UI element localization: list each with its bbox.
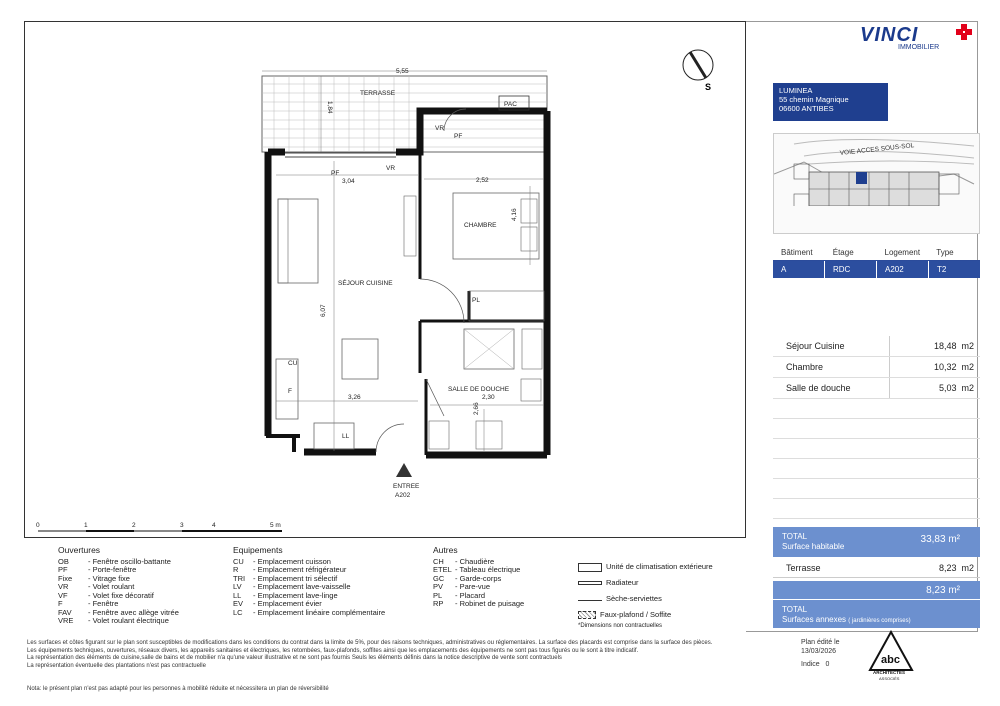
label-pf2: PF [331, 170, 340, 177]
legend-faux: Faux-plafond / Soffite [578, 608, 713, 622]
lot-header-cell: Type [936, 248, 954, 257]
logo-sub: IMMOBILIER [898, 44, 940, 51]
abc-architectes-logo [868, 630, 914, 676]
dim-252: 2,52 [476, 177, 489, 184]
surface-label: Séjour Cuisine [786, 341, 845, 351]
legend-item: R - Emplacement réfrigérateur [233, 565, 347, 574]
lot-header-cell: Étage [832, 248, 854, 257]
scale-4: 4 [212, 522, 216, 529]
floor-plan [24, 21, 746, 538]
entry-label: ENTREE [393, 483, 420, 490]
site-map [773, 133, 980, 234]
clim-icon [578, 563, 602, 572]
dim-555: 5,55 [396, 68, 409, 75]
legend-note: *Dimensions non contractuelles [578, 623, 663, 629]
scale-0: 0 [36, 522, 40, 529]
edition-date: 13/03/2026 [801, 648, 837, 655]
site-map-label: VOIE ACCES SOUS-SOL [839, 142, 915, 157]
logo-brand: VINCI [860, 24, 919, 46]
total-label: TOTAL [782, 532, 808, 541]
legend-radiateur: Radiateur [578, 576, 713, 590]
legend-item: RP - Robinet de puisage [433, 599, 525, 608]
legend-autres [433, 546, 524, 609]
legend-item: FAV - Fenêtre avec allège vitrée [58, 607, 179, 617]
compass-label: S [705, 82, 712, 92]
surface-row [773, 336, 980, 357]
terrasse-value: 8,23 m2 [938, 562, 974, 573]
site-map-drawing [774, 134, 980, 234]
legend-item: CU - Emplacement cuisson [233, 556, 331, 566]
abc-sub: ASSOCIÉS [879, 676, 900, 681]
legend-item: CH - Chaudière [433, 556, 495, 566]
terrasse-row [773, 558, 980, 578]
note-line: Les équipements techniques, ouvertures, réseaux divers, les appareils sanitaires et électriques, les retombées, faux-plafonds, soffites ainsi que les emplacements des équipements ne sont pas tous figurés ou le sont à titre indicatif. [27, 647, 639, 654]
surface-value: 5,03 m2 [938, 383, 975, 393]
dim-304: 3,04 [342, 178, 355, 185]
label-ll: LL [342, 433, 350, 440]
entry-arrow-icon [396, 463, 412, 477]
address-line2: 55 chemin Magnique [779, 95, 849, 104]
dim-184: 1,84 [326, 101, 333, 114]
scale-1: 1 [84, 522, 88, 529]
terrasse-label: Terrasse [786, 562, 821, 573]
legend-item: F - Fenêtre [58, 599, 119, 608]
legend-item: PF - Porte-fenêtre [58, 565, 137, 574]
entry-lot: A202 [395, 492, 411, 499]
towel-rail-icon [578, 597, 602, 601]
surface-label: Chambre [786, 362, 824, 372]
room-sdd: SALLE DE DOUCHE [448, 386, 510, 393]
legend-item: LV - Emplacement lave-vaisselle [233, 582, 351, 591]
legend-item: Fixe - Vitrage fixe [58, 573, 130, 583]
vinci-logo [860, 24, 975, 52]
note-bottom: Nota: le présent plan n'est pas adapté pour les personnes à mobilité réduite et nécessitera un plan de réversibilité [27, 686, 329, 692]
legend-equipements [233, 546, 385, 617]
annex-sub: Surfaces annexes ( jardinières comprises) [782, 615, 911, 624]
surface-row [773, 378, 980, 399]
legend-title: Equipements [233, 545, 283, 555]
label-f: F [288, 388, 292, 395]
room-pac: PAC [504, 101, 517, 108]
legend-item: LL - Emplacement lave-linge [233, 590, 338, 600]
cross-icon [956, 24, 972, 40]
scale-2: 2 [132, 522, 136, 529]
total-annexes [773, 581, 980, 628]
room-terrasse: TERRASSE [360, 90, 396, 97]
address-line3: 06600 ANTIBES [779, 104, 834, 113]
annex-value: 8,23 m² [926, 585, 960, 596]
address-line1: LUMINEA [779, 86, 813, 95]
edition-info [801, 638, 840, 656]
total-habitable [773, 527, 980, 557]
note-line: La représentation éventuelle des plantations n'est pas contractuelle [27, 662, 206, 669]
scale-3: 3 [180, 522, 184, 529]
room-chambre: CHAMBRE [464, 222, 497, 229]
lot-value-cell: A202 [877, 261, 929, 278]
radiator-icon [578, 581, 602, 585]
annex-label: TOTAL [782, 605, 808, 614]
lot-value-cell: A [773, 261, 825, 278]
legend-item: ETEL - Tableau électrique [433, 565, 521, 574]
surface-label: Salle de douche [786, 383, 851, 393]
surface-value: 18,48 m2 [933, 341, 975, 351]
note-line: La représentation des éléments de cuisine,salle de bains et de mobilier n'a qu'une valeur illustrative et ne sont pas fournis Seuls les éléments définis dans la notice descriptive de vente sont contractuels [27, 655, 562, 662]
dim-266: 2,66 [473, 402, 480, 415]
label-cu: CU [288, 360, 298, 367]
legend-symbols [578, 560, 713, 631]
legend-item: VF - Volet fixe décoratif [58, 590, 154, 600]
hatch-icon [578, 611, 596, 619]
legend-ouvertures [58, 546, 179, 626]
legend-item: GC - Garde-corps [433, 573, 502, 583]
lot-header-cell: Bâtiment [781, 248, 813, 257]
note-line: Les surfaces et côtes figurant sur le plan sont susceptibles de modifications dans les conditions du contrat dans la limite de 5%, pour des raisons techniques, administratives ou réglementaires. La surface des placards est comprise dans la surface des pièces. [27, 640, 713, 646]
indice: Indice 0 [801, 661, 830, 668]
dim-326: 3,26 [348, 394, 361, 401]
room-sejour: SÉJOUR CUISINE [338, 280, 393, 287]
legend-item: OB - Fenêtre oscillo-battante [58, 556, 171, 566]
legend-item: TRI - Emplacement tri sélectif [233, 573, 338, 583]
scale-5: 5 m [270, 522, 281, 529]
label-pf1: PF [454, 133, 463, 140]
legend-item: PV - Pare-vue [433, 582, 491, 591]
lot-header-row [773, 245, 980, 261]
legend-item: PL - Placard [433, 590, 486, 600]
surface-row [773, 357, 980, 378]
legend-title: Ouvertures [58, 545, 101, 555]
svg-text:ARCHITECTES: ARCHITECTES [873, 670, 906, 675]
label-vr1: VR [435, 125, 445, 132]
legend-item: LC - Emplacement linéaire complémentaire [233, 607, 386, 617]
total-sub: Surface habitable [782, 542, 845, 551]
legend-item: VRE - Volet roulant électrique [58, 616, 169, 625]
room-pl: PL [472, 297, 480, 304]
legend-seche: Sèche-serviettes [578, 592, 713, 606]
lot-header-cell: Logement [884, 248, 921, 257]
address-box [773, 83, 888, 121]
surfaces-table [773, 336, 980, 519]
legend-clim: Unité de climatisation extérieure [578, 560, 713, 574]
legend-item: VR - Volet roulant [58, 582, 135, 591]
dim-607: 6,07 [320, 304, 327, 317]
total-value: 33,83 m² [920, 534, 960, 545]
lot-value-row [773, 261, 980, 278]
lot-table [773, 245, 980, 278]
svg-text:abc: abc [881, 654, 900, 666]
legend-title: Autres [433, 545, 458, 555]
edition-label: Plan édité le [801, 639, 840, 646]
lot-value-cell: RDC [825, 261, 877, 278]
legal-notes [27, 640, 787, 670]
label-vr2: VR [386, 165, 396, 172]
dim-416: 4,16 [511, 208, 518, 221]
dim-230: 2,30 [482, 394, 495, 401]
lot-value-cell: T2 [937, 265, 947, 274]
surface-value: 10,32 m2 [933, 362, 975, 372]
legend-item: EV - Emplacement évier [233, 599, 322, 608]
